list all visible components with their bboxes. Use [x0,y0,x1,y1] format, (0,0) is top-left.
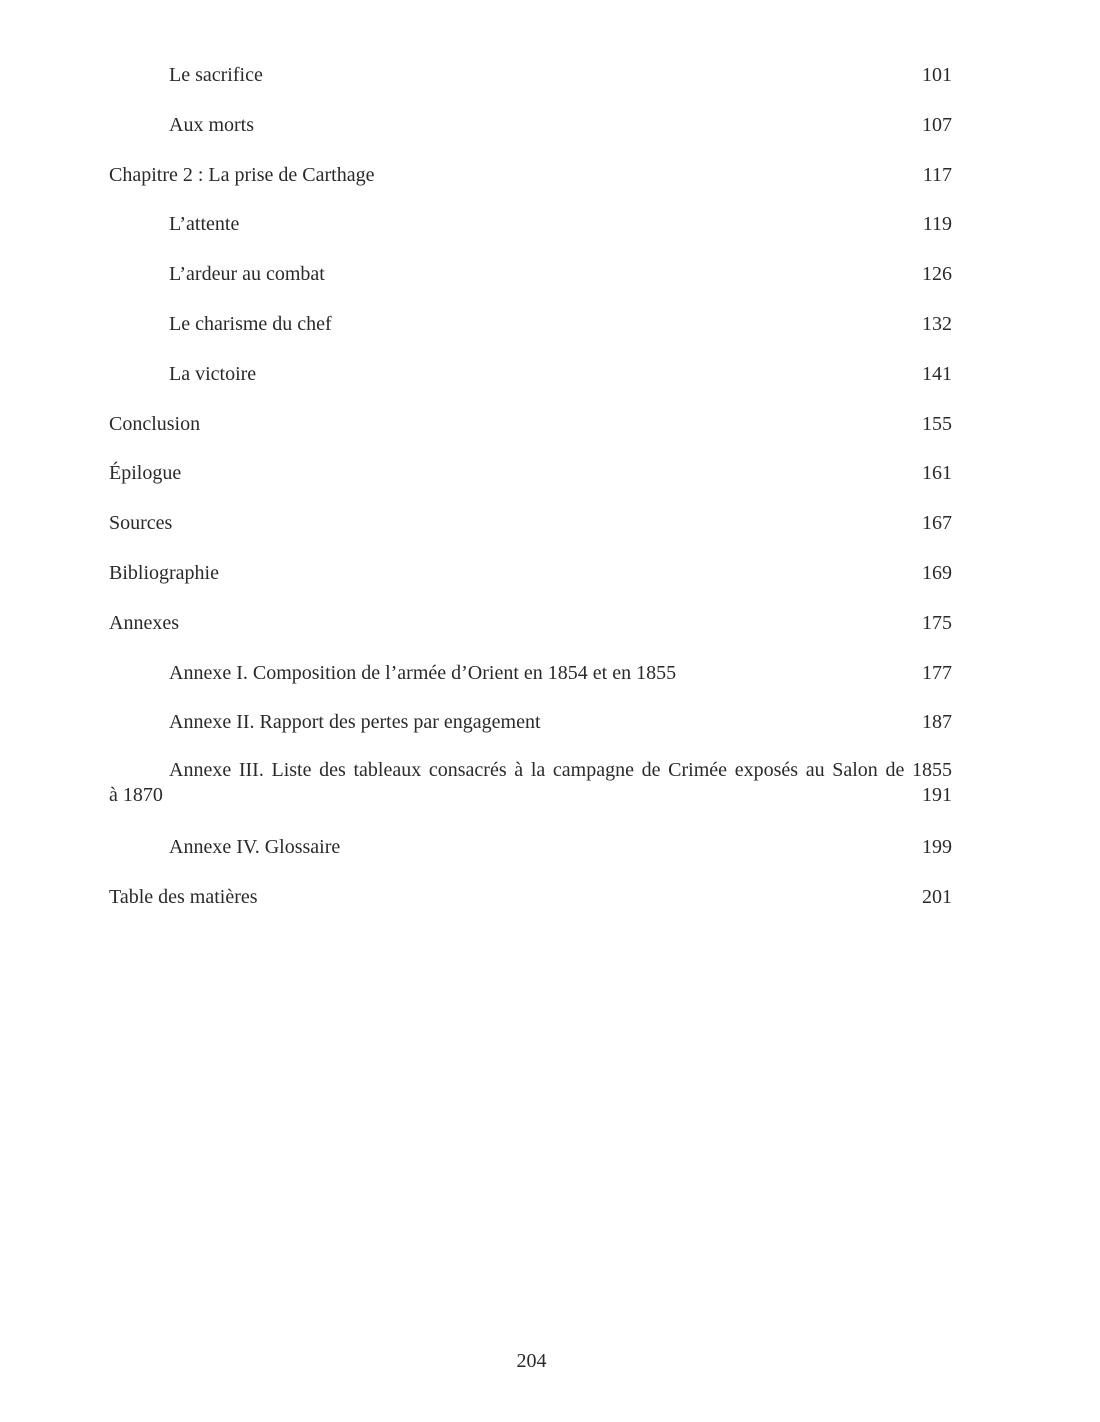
toc-entry [109,708,952,758]
toc-entry [109,509,952,559]
toc-entry-page: 191 [922,784,952,807]
toc-entry-title: L’attente [169,213,240,236]
toc-entry [109,161,952,211]
toc-entry-page: 101 [922,64,952,86]
toc-entry-title: Annexe I. Composition de l’armée d’Orient en 1854 et en 1855 [169,661,677,684]
toc-entry-title: Table des matières [109,885,258,908]
toc-entry-page: 167 [922,512,952,535]
toc-entry [109,410,952,460]
toc-entry [109,360,952,410]
toc-entry-title: Chapitre 2 : La prise de Carthage [109,163,375,186]
toc-entry-page: 201 [922,885,952,908]
toc-entry-page: 132 [922,312,952,335]
toc-entry-page: 119 [922,213,952,236]
toc-entry-page: 107 [922,113,952,136]
toc-entry-page: 199 [922,836,952,859]
toc-entry-title: Annexe IV. Glossaire [169,836,341,859]
toc-entry-page: 117 [922,163,952,186]
toc-entry [109,260,952,310]
toc-entry-title: Le sacrifice [169,64,263,86]
page-number: 204 [516,1350,547,1372]
toc-entry-title: Bibliographie [109,561,219,584]
toc-entry [109,758,952,833]
toc-entry-title: Le charisme du chef [169,312,332,335]
toc-entry-page: 126 [922,263,952,286]
toc-entry-title: Conclusion [109,412,201,435]
toc-entry-page: 175 [922,611,952,634]
toc-entry-continuation [109,783,952,808]
toc-entry-title: Annexes [109,611,179,634]
toc-entry-title: Annexe II. Rapport des pertes par engagement [169,711,541,734]
toc-entry [109,61,952,111]
toc-entry-title: Aux morts [169,113,254,136]
toc-entry-page: 177 [922,661,952,684]
toc-entry [109,210,952,260]
toc-entry-title: Épilogue [109,462,182,485]
toc-entry [109,111,952,161]
toc-entry-title: Sources [109,512,173,535]
toc-entry-page: 169 [922,561,952,584]
toc-entry [109,609,952,659]
toc-entry [109,459,952,509]
toc-entry-page: 141 [922,362,952,385]
toc-entry-title: La victoire [169,362,257,385]
toc-entry-page: 187 [922,711,952,734]
toc-entry-title: Annexe III. Liste des tableaux consacrés à la campagne de Crimée exposés au Salon de 1855 [169,759,952,782]
toc-entry [109,559,952,609]
toc-entry [109,310,952,360]
toc-entry-title: L’ardeur au combat [169,263,325,286]
toc-entry-page: 161 [922,462,952,485]
toc-entry [109,883,952,933]
toc-entry [109,659,952,709]
toc-entry-title-continuation: à 1870 [109,784,163,807]
toc-entry [109,833,952,883]
toc-entry-page: 155 [922,412,952,435]
table-of-contents [109,61,952,933]
